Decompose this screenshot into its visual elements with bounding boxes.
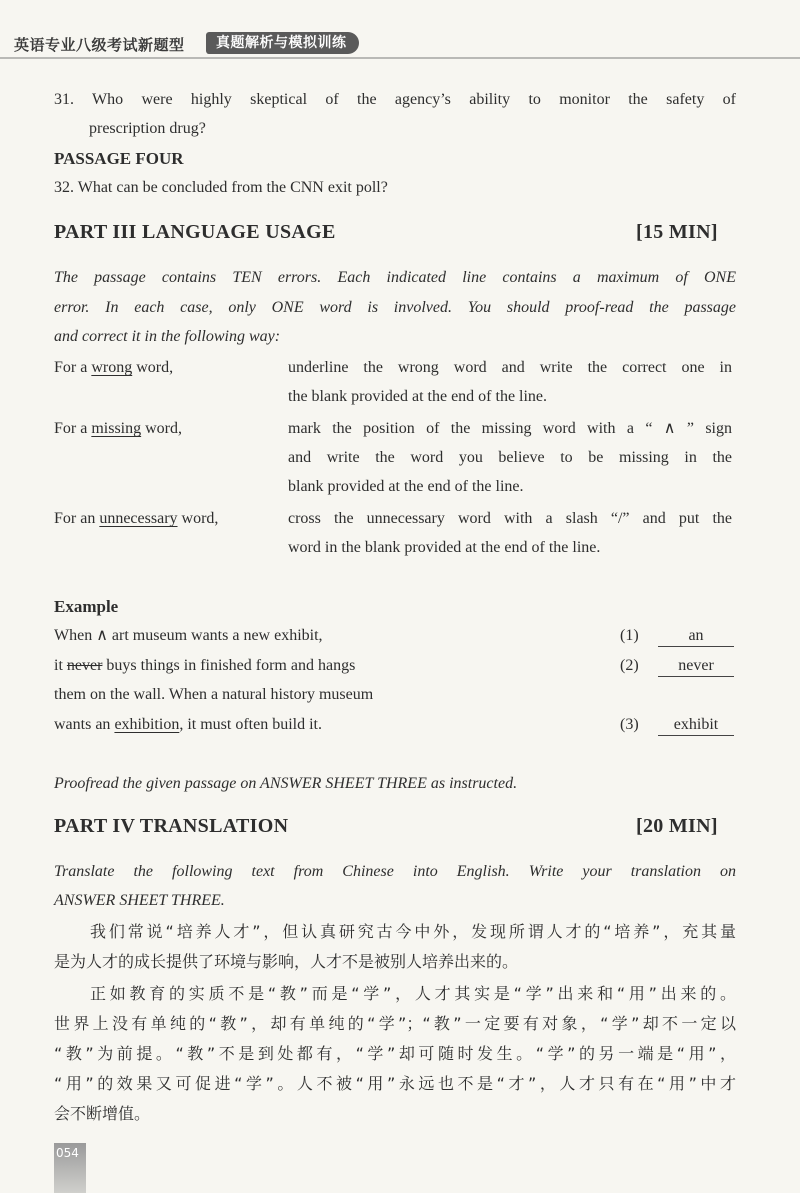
rule-prefix: For a bbox=[54, 359, 92, 376]
rule-suffix: word, bbox=[141, 420, 183, 437]
rule-keyword: unnecessary bbox=[99, 510, 178, 527]
rule-missing-desc-line3: blank provided at the end of the line. bbox=[288, 478, 524, 495]
question-31-line1: 31. Who were highly skeptical of the agency’s ability to monitor the safety of bbox=[54, 91, 736, 108]
rule-missing-desc-line1: mark the position of the missing word with a “ ∧ ” sign bbox=[288, 420, 732, 437]
rule-keyword: missing bbox=[91, 420, 142, 437]
passage-four-heading: PASSAGE FOUR bbox=[54, 149, 184, 168]
book-subtitle-badge: 真题解析与模拟训练 bbox=[206, 32, 359, 54]
part3-instruction-line2: error. In each case, only ONE word is involved. You should proof-read the passage bbox=[54, 299, 736, 316]
answer-blank-3: exhibit bbox=[658, 715, 734, 736]
rule-missing-desc-line2: and write the word you believe to be missing in the bbox=[288, 449, 732, 466]
translation-text-line4: 世界上没有单纯的“教”，却有单纯的“学”；“教”一定要有对象，“学”却不一定以 bbox=[54, 1014, 736, 1033]
part3-time: [15 MIN] bbox=[636, 221, 718, 243]
part3-instruction-line1: The passage contains TEN errors. Each indicated line contains a maximum of ONE bbox=[54, 269, 736, 286]
rule-missing-word-label bbox=[54, 419, 182, 439]
example-line2 bbox=[54, 656, 355, 676]
answer-number-2: (2) bbox=[620, 657, 639, 674]
example-line1: When ∧ art museum wants a new exhibit, bbox=[54, 627, 323, 644]
answer-number-3: (3) bbox=[620, 716, 639, 733]
question-32: 32. What can be concluded from the CNN exit poll? bbox=[54, 179, 388, 196]
example-underlined-word: exhibition bbox=[114, 716, 180, 733]
rule-wrong-word-label bbox=[54, 358, 173, 378]
example-text: buys things in finished form and hangs bbox=[102, 657, 356, 674]
rule-suffix: word, bbox=[177, 510, 219, 527]
part3-instruction-line3: and correct it in the following way: bbox=[54, 328, 281, 345]
running-header bbox=[0, 30, 800, 60]
example-struck-word: never bbox=[66, 657, 103, 674]
example-text: it bbox=[54, 657, 67, 674]
answer-blank-2: never bbox=[658, 656, 734, 677]
rule-unnecessary-desc-line2: word in the blank provided at the end of the line. bbox=[288, 539, 601, 556]
rule-wrong-desc-line1: underline the wrong word and write the correct one in bbox=[288, 359, 732, 376]
question-31-line2: prescription drug? bbox=[89, 120, 206, 137]
translation-text-line3: 正如教育的实质不是“教”而是“学”，人才其实是“学”出来和“用”出来的。 bbox=[90, 984, 736, 1003]
rule-wrong-desc-line2: the blank provided at the end of the line. bbox=[288, 388, 548, 405]
part4-title: PART IV TRANSLATION bbox=[54, 815, 289, 837]
example-line4 bbox=[54, 715, 322, 735]
rule-suffix: word, bbox=[132, 359, 174, 376]
answer-blank-1: an bbox=[658, 626, 734, 647]
translation-text-line1: 我们常说“培养人才”，但认真研究古今中外，发现所谓人才的“培养”，充其量 bbox=[90, 922, 736, 941]
example-text: wants an bbox=[54, 716, 115, 733]
part4-instruction-line2: ANSWER SHEET THREE. bbox=[54, 892, 225, 909]
rule-prefix: For a bbox=[54, 420, 92, 437]
translation-text-line5: “教”为前提。“教”不是到处都有，“学”却可随时发生。“学”的另一端是“用”， bbox=[54, 1044, 736, 1063]
part3-title: PART III LANGUAGE USAGE bbox=[54, 221, 336, 243]
page-number: 054 bbox=[56, 1146, 79, 1160]
rule-unnecessary-word-label bbox=[54, 509, 218, 529]
example-text: , it must often build it. bbox=[179, 716, 322, 733]
translation-text-line7: 会不断增值。 bbox=[54, 1104, 151, 1123]
translation-text-line6: “用”的效果又可促进“学”。人不被“用”永远也不是“才”，人才只有在“用”中才 bbox=[54, 1074, 736, 1093]
example-line3: them on the wall. When a natural history museum bbox=[54, 686, 374, 703]
translation-text-line2: 是为人才的成长提供了环境与影响，人才不是被别人培养出来的。 bbox=[54, 952, 519, 971]
rule-prefix: For an bbox=[54, 510, 100, 527]
rule-unnecessary-desc-line1: cross the unnecessary word with a slash “/” and put the bbox=[288, 510, 732, 527]
answer-number-1: (1) bbox=[620, 627, 639, 644]
rule-keyword: wrong bbox=[91, 359, 133, 376]
example-heading: Example bbox=[54, 597, 119, 616]
part3-footer-instruction: Proofread the given passage on ANSWER SHEET THREE as instructed. bbox=[54, 775, 518, 792]
header-rule bbox=[0, 57, 800, 59]
part4-time: [20 MIN] bbox=[636, 815, 718, 837]
part4-instruction-line1: Translate the following text from Chinese into English. Write your translation on bbox=[54, 863, 736, 880]
book-title: 英语专业八级考试新题型 bbox=[14, 36, 185, 54]
